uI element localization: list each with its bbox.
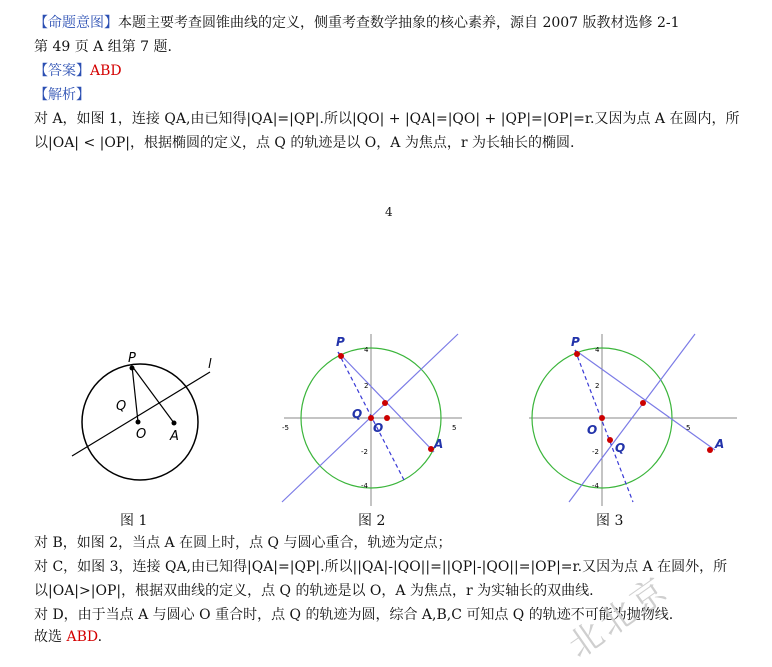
fig3-label-P: P [571,335,580,349]
fig1-caption: 图 1 [120,513,148,529]
fig2-tick-neg5: -5 [282,424,289,432]
fig1-line-l [72,372,210,456]
para-b: 对 B，如图 2，当点 A 在圆上时，点 Q 与圆心重合，轨迹为定点； [34,535,452,551]
fig3-caption: 图 3 [596,513,624,529]
fig1-point-O [136,420,141,425]
fig2-point-P [338,353,344,359]
para-a-line-2: 以|OA| < |OP|，根据椭圆的定义，点 Q 的轨迹是以 O，A 为焦点，r 为长轴长的椭圆. [34,135,575,151]
fig3-tick-4: 4 [595,346,600,354]
fig2-tick-neg4: -4 [361,482,368,490]
intent-line-1 [34,14,680,32]
para-d: 对 D，由于当点 A 与圆心 O 重合时，点 Q 的轨迹为圆，综合 A,B,C 可知点 Q 的轨迹不可能为抛物线. [34,607,674,623]
fig1-label-O: O [136,427,147,442]
conclusion-suffix: . [97,629,103,645]
answer-line [34,62,122,80]
fig3-tick-neg2: -2 [592,448,599,456]
fig1-label-Q: Q [116,399,127,414]
fig2-point-Q [384,415,390,421]
figure-3 [525,330,745,510]
para-c-line-2: 以|OA|>|OP|，根据双曲线的定义，点 Q 的轨迹是以 O，A 为焦点，r 为实轴长的双曲线. [34,583,594,599]
fig1-point-A [172,421,177,426]
fig2-point-mid [382,400,388,406]
watermark: 北北京 [560,568,678,667]
fig2-tick-2: 2 [364,382,369,390]
fig2-label-P: P [336,335,345,349]
fig3-tick-2: 2 [595,382,600,390]
fig3-label-A: A [715,437,725,451]
conclusion-prefix: 故选 [34,629,67,645]
fig3-point-O [599,415,605,421]
fig2-label-O: O [373,421,384,435]
fig1-point-P [130,366,135,371]
fig3-tick-neg4: -4 [592,482,599,490]
fig3-point-mid [640,400,646,406]
fig3-label-Q: Q [615,441,626,455]
analysis-tag: 【解析】 [34,87,90,103]
intent-tag: 【命题意图】 [34,15,118,31]
answer-value: ABD [90,63,122,79]
answer-tag: 【答案】 [34,63,90,79]
fig2-caption: 图 2 [358,513,386,529]
para-a-line-1: 对 A，如图 1，连接 QA,由已知得|QA|=|QP|.所以|QO| + |QA|=|QO| + |QP|=|OP|=r.又因为点 A 在圆内，所 [34,111,740,127]
fig3-label-O: O [587,423,598,437]
fig1-label-P: P [128,351,136,366]
fig3-point-A [707,447,713,453]
figure-2 [278,330,468,510]
fig1-label-A: A [170,429,179,444]
conclusion-value: ABD [66,629,98,645]
page-number: 4 [385,205,393,219]
fig2-tick-5: 5 [452,424,457,432]
para-c-line-1: 对 C，如图 3，连接 QA,由已知得|QA|=|QP|.所以||QA|-|QO||=||QP|-|QO||=|OP|=r.又因为点 A 在圆外，所 [34,559,728,575]
fig1-seg-PO [132,366,138,422]
fig2-tick-4: 4 [364,346,369,354]
fig2-tick-neg2: -2 [361,448,368,456]
fig2-label-A: A [434,437,444,451]
fig3-point-Q [607,437,613,443]
fig1-label-l: l [208,357,212,372]
fig3-tick-5: 5 [686,424,691,432]
conclusion-line [34,628,102,646]
intent-text-1: 本题主要考查圆锥曲线的定义，侧重考查数学抽象的核心素养，源自 2007 版教材选修 2-1 [118,15,680,31]
fig3-dashed-line [575,350,633,502]
fig2-label-Q: Q [352,407,363,421]
fig1-seg-PA [132,366,174,423]
fig3-point-P [574,351,580,357]
figure-1 [60,340,260,510]
intent-line-2: 第 49 页 A 组第 7 题. [34,39,172,55]
